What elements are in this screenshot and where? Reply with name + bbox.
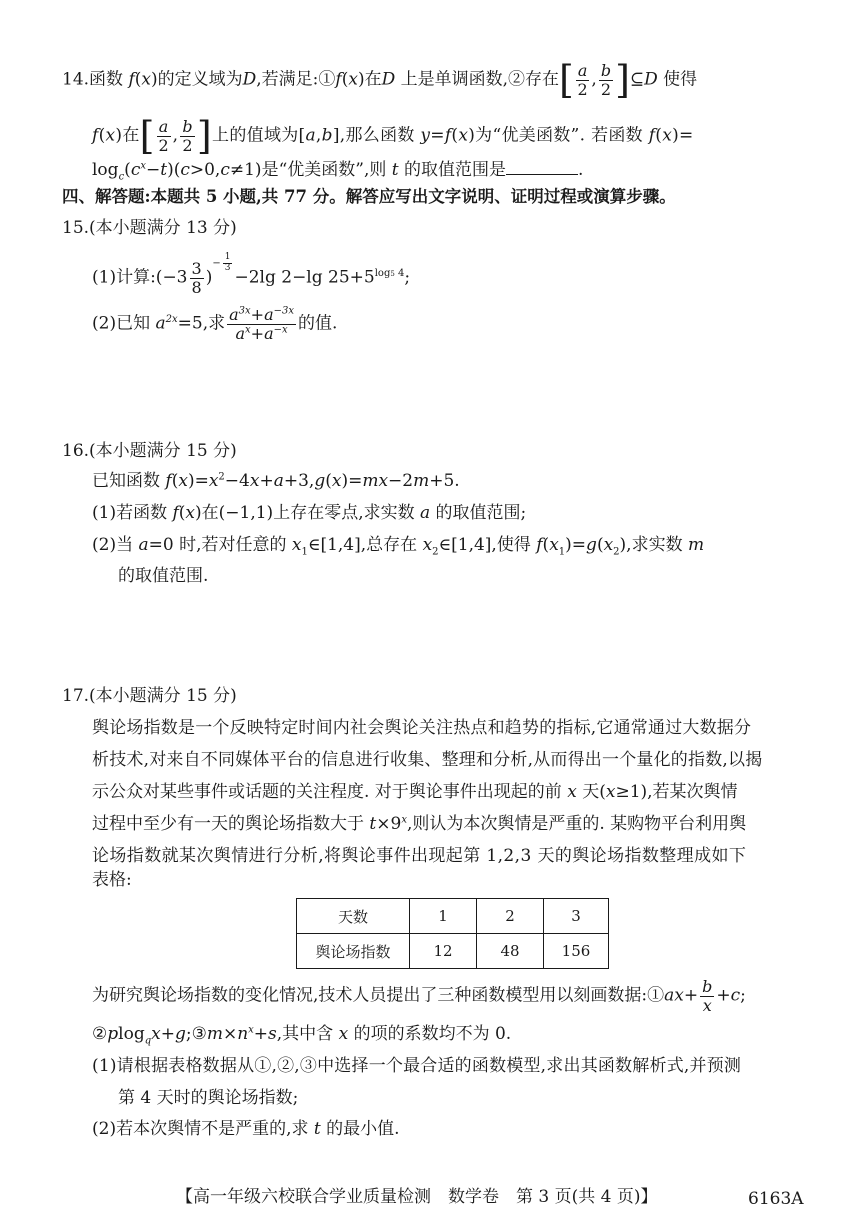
q17-para-line-3 xyxy=(92,784,738,801)
t: log xyxy=(118,1024,145,1044)
t: x xyxy=(248,1024,254,1036)
t: x xyxy=(178,471,188,491)
right-bracket: ] xyxy=(615,57,630,102)
t: 1 xyxy=(558,546,566,558)
q17-para-line-2: 析技术,对来自不同媒体平台的信息进行收集、整理和分析,从而得出一个量化的指数,以揭 xyxy=(92,750,763,770)
t: −2lg 2−lg 25+5 xyxy=(234,267,375,288)
t: (2)已知 xyxy=(92,313,156,334)
t: ( xyxy=(124,160,131,180)
t: t xyxy=(313,1119,321,1139)
t: 3x xyxy=(238,305,251,317)
q17-para-line-6: 表格: xyxy=(92,870,132,890)
t: . xyxy=(578,160,584,180)
t: 过程中至少有一天的舆论场指数大于 xyxy=(92,814,370,834)
t: m xyxy=(413,471,430,491)
t: +5. xyxy=(429,471,460,491)
t: 5 xyxy=(390,269,395,278)
t: ( xyxy=(98,125,106,146)
mixed-fraction xyxy=(190,260,204,296)
table-cell: 天数 xyxy=(297,899,410,934)
t: (2)若本次舆情不是严重的,求 xyxy=(92,1119,314,1139)
fraction-b-over-x xyxy=(700,978,714,1014)
t: x xyxy=(348,69,358,90)
table-cell: 1 xyxy=(410,899,477,934)
t: a xyxy=(235,323,246,343)
t: 8 xyxy=(191,277,202,297)
t: x xyxy=(245,324,251,336)
t: )= xyxy=(187,471,209,491)
t: ;③ xyxy=(185,1024,207,1044)
t: y xyxy=(420,125,431,146)
t: − xyxy=(212,257,221,269)
t: ( xyxy=(178,503,186,523)
t: )为“优美函数”. 若函数 xyxy=(468,125,649,146)
t: ( xyxy=(134,69,142,90)
t: 2 xyxy=(432,546,439,558)
t: x xyxy=(331,471,342,491)
t: )( xyxy=(167,160,181,180)
q16-header: 16.(本小题满分 15 分) xyxy=(62,441,237,461)
t: g xyxy=(314,471,326,491)
t: 的项的系数均不为 0. xyxy=(348,1024,512,1044)
table-cell: 48 xyxy=(477,934,544,969)
t: x xyxy=(605,782,616,802)
t: 2 xyxy=(218,471,225,483)
t: ⊆ xyxy=(629,69,645,90)
q17-part-2 xyxy=(92,1121,400,1138)
t: −3x xyxy=(273,305,295,317)
table-cell: 2 xyxy=(477,899,544,934)
fraction-a-over-2 xyxy=(576,62,590,98)
section-heading: 四、解答题:本题共 5 小题,共 77 分。解答应写出文字说明、证明过程或演算步骤。 xyxy=(62,187,676,206)
t: c xyxy=(130,160,141,180)
t: ( xyxy=(341,69,349,90)
t: =0 时,若对任意的 xyxy=(148,535,292,555)
t: t xyxy=(369,814,377,834)
t: 2 xyxy=(577,79,588,99)
t: f xyxy=(172,503,179,523)
t: , xyxy=(172,125,179,146)
t: s xyxy=(268,1024,277,1044)
t: 已知函数 xyxy=(92,471,166,491)
t: )在 xyxy=(115,125,140,146)
t: )在 xyxy=(357,69,382,90)
t: 2 xyxy=(158,135,169,155)
t: ( xyxy=(171,471,179,491)
t: ),求实数 xyxy=(619,535,688,555)
t: mx xyxy=(362,471,389,491)
t: x xyxy=(185,503,196,523)
t: D xyxy=(242,69,257,90)
t: ( xyxy=(655,125,663,146)
t: −4 xyxy=(224,471,250,491)
t: x xyxy=(141,69,151,90)
t: g xyxy=(174,1024,186,1044)
t: b xyxy=(600,61,612,80)
q17-header: 17.(本小题满分 15 分) xyxy=(62,686,237,706)
t: ( xyxy=(542,535,550,555)
q14-line-2 xyxy=(92,113,694,158)
t: 为研究舆论场指数的变化情况,技术人员提出了三种函数模型用以刻画数据:① xyxy=(92,985,665,1006)
table-row xyxy=(297,934,609,969)
t: 3 xyxy=(191,259,202,278)
paper-code: 6163A xyxy=(748,1189,804,1209)
t: ,若满足:① xyxy=(256,69,336,90)
t: 函数 xyxy=(89,69,129,90)
t: + xyxy=(683,985,699,1006)
t: b xyxy=(182,117,193,136)
t: f xyxy=(92,125,99,146)
t: =5,求 xyxy=(177,313,226,334)
t: 3 xyxy=(224,262,231,273)
t: × xyxy=(222,1024,238,1044)
t: a xyxy=(420,503,431,523)
t: + xyxy=(160,1024,175,1044)
t: 2 xyxy=(613,546,620,558)
t: 2x xyxy=(165,313,178,325)
exponent-fraction xyxy=(223,253,233,274)
t: ② xyxy=(92,1024,108,1044)
t: c xyxy=(118,171,125,183)
t: x xyxy=(422,535,433,555)
t: + xyxy=(259,471,274,491)
t: ∈[1,4],使得 xyxy=(438,535,537,555)
q16-part-2 xyxy=(92,535,705,558)
q17-part-1-cont: 第 4 天时的舆论场指数; xyxy=(118,1088,299,1108)
t: 上的值域为[ xyxy=(212,125,306,146)
fraction-a-over-2 xyxy=(157,118,171,154)
t: t xyxy=(391,160,399,180)
t: + xyxy=(716,985,731,1006)
t: 1 xyxy=(224,252,231,263)
t: x xyxy=(549,535,559,555)
t: ( xyxy=(451,125,459,146)
q16-part-1 xyxy=(92,505,526,522)
t: 1 xyxy=(301,546,308,558)
t: )在(−1,1)上存在零点,求实数 xyxy=(195,503,420,523)
t: x xyxy=(458,125,469,146)
data-table xyxy=(296,898,609,969)
t: x xyxy=(401,814,407,826)
t: −x xyxy=(273,324,288,336)
t: x xyxy=(140,160,146,172)
t: + xyxy=(253,1024,269,1044)
t: 使得 xyxy=(657,69,698,90)
t: f xyxy=(165,471,172,491)
t: ) xyxy=(205,267,213,288)
t: D xyxy=(381,69,396,90)
t: a xyxy=(273,471,284,491)
t: f xyxy=(128,69,135,90)
t: 2 xyxy=(600,79,612,99)
t: 的取值范围是 xyxy=(398,160,507,180)
t: 天( xyxy=(576,782,606,802)
t: )的定义域为 xyxy=(150,69,243,90)
fraction-b-over-2 xyxy=(180,118,195,154)
t: 示公众对某些事件或话题的关注程度. 对于舆论事件出现起的前 xyxy=(92,782,568,802)
t: a xyxy=(264,305,274,324)
page-footer: 【高一年级六校联合学业质量检测 数学卷 第 3 页(共 4 页)】 xyxy=(176,1187,658,1207)
t: 的最小值. xyxy=(320,1119,400,1139)
t: ( xyxy=(596,535,604,555)
t: q xyxy=(144,1035,152,1047)
table-cell: 156 xyxy=(544,934,609,969)
fraction-b-over-2 xyxy=(599,62,613,98)
left-bracket: [ xyxy=(559,57,574,102)
t: n xyxy=(237,1024,249,1044)
t: 上是单调函数,②存在 xyxy=(395,69,560,90)
expression-fraction xyxy=(227,306,296,342)
t: b xyxy=(702,977,713,996)
t: m xyxy=(688,535,705,555)
t: 2 xyxy=(182,135,193,155)
t: ,其中含 xyxy=(276,1024,339,1044)
q17-models-line-2 xyxy=(92,1024,512,1047)
t: + xyxy=(250,323,265,343)
t: f xyxy=(536,535,543,555)
t: ×9 xyxy=(376,814,402,834)
q15-part-1 xyxy=(92,252,411,297)
q17-models-line-1 xyxy=(92,978,746,1014)
right-bracket: ] xyxy=(196,113,213,158)
t: D xyxy=(644,69,658,90)
t: log xyxy=(92,160,119,180)
t: ≠1)是“优美函数”,则 xyxy=(229,160,392,180)
t: c xyxy=(730,985,741,1006)
t: ],那么函数 xyxy=(332,125,421,146)
t: )= xyxy=(341,471,363,491)
t: 的值. xyxy=(298,313,338,334)
q14-line-3 xyxy=(92,160,584,183)
t: m xyxy=(206,1024,223,1044)
t: ax xyxy=(664,985,684,1006)
t: = xyxy=(430,125,445,146)
t: a xyxy=(577,61,588,80)
q15-part-2 xyxy=(92,306,337,342)
t: x xyxy=(338,1024,349,1044)
t: , xyxy=(591,69,597,90)
t: 的取值范围; xyxy=(430,503,527,523)
t: >0, xyxy=(189,160,221,180)
t: g xyxy=(586,535,597,555)
t: x xyxy=(291,535,302,555)
t: x xyxy=(702,995,712,1015)
q15-header: 15.(本小题满分 13 分) xyxy=(62,218,237,238)
t: ,则认为本次舆情是严重的. 某购物平台利用舆 xyxy=(406,814,747,834)
t: a xyxy=(264,323,274,343)
t: b xyxy=(321,125,333,146)
t: ; xyxy=(740,985,746,1006)
table-cell: 12 xyxy=(410,934,477,969)
t: )= xyxy=(565,535,587,555)
q17-para-line-4 xyxy=(92,816,746,833)
q14-number: 14. xyxy=(62,69,90,90)
t: a xyxy=(138,535,149,555)
t: t xyxy=(160,160,168,180)
answer-blank xyxy=(506,160,578,175)
t: log xyxy=(374,267,391,279)
t: p xyxy=(107,1024,119,1044)
q17-para-line-5: 论场指数就某次舆情进行分析,将舆论事件出现起第 1,2,3 天的舆论场指数整理成如下 xyxy=(92,846,747,866)
q14-line-1 xyxy=(62,57,698,102)
t: (1)计算:(−3 xyxy=(92,267,188,288)
q16-part-2-cont: 的取值范围. xyxy=(118,566,209,586)
left-bracket: [ xyxy=(139,113,155,158)
t: x xyxy=(151,1024,161,1044)
t: f xyxy=(648,125,656,146)
t: , xyxy=(315,125,322,146)
q16-line-1 xyxy=(92,473,460,490)
t: ( xyxy=(325,471,332,491)
t: + xyxy=(250,305,265,324)
q17-part-1: (1)请根据表格数据从①,②,③中选择一个最合适的函数模型,求出其函数解析式,并预测 xyxy=(92,1056,742,1076)
t: a xyxy=(155,313,166,334)
t: (2)当 xyxy=(92,535,139,555)
t: f xyxy=(444,125,452,146)
t: c xyxy=(180,160,190,180)
t: a xyxy=(305,125,316,146)
t: ; xyxy=(404,267,411,288)
t: x xyxy=(105,125,116,146)
t: x xyxy=(662,125,673,146)
t: a xyxy=(229,305,239,324)
t: −2 xyxy=(388,471,414,491)
q17-para-line-1: 舆论场指数是一个反映特定时间内社会舆论关注热点和趋势的指标,它通常通过大数据分 xyxy=(92,718,752,738)
t: )= xyxy=(672,125,694,146)
t: ≥1),若某次舆情 xyxy=(615,782,738,802)
t: x xyxy=(603,535,614,555)
t: c xyxy=(220,160,230,180)
table-cell: 3 xyxy=(544,899,609,934)
t: 4 xyxy=(394,267,405,279)
t: a xyxy=(158,117,169,136)
t: ∈[1,4],总存在 xyxy=(307,535,423,555)
t: +3, xyxy=(283,471,315,491)
t: − xyxy=(145,160,161,180)
t: x xyxy=(567,782,577,802)
t: x xyxy=(249,471,260,491)
table-row xyxy=(297,899,609,934)
table-cell: 舆论场指数 xyxy=(297,934,410,969)
t: x xyxy=(208,471,219,491)
t: f xyxy=(335,69,342,90)
t: (1)若函数 xyxy=(92,503,173,523)
